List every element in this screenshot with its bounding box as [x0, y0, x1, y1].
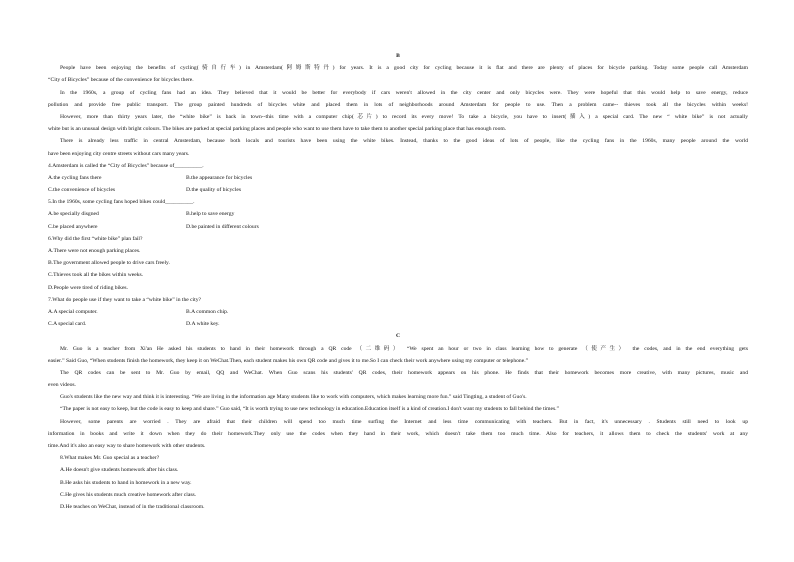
- passage-c-paragraph-5-line-3: time.And it's also an easy way to share homework with other students.: [48, 443, 206, 449]
- question-8: 8.What makes Mr. Guo special as a teacher?: [60, 455, 160, 462]
- question-7-option-a: A.A special computer.: [48, 308, 98, 315]
- passage-c-paragraph-4-line-1: “The paper is not easy to keep, but the code is easy to keep and share.” Guo said, “It is worth trying to use new technology in education.Education itself is a kind of creation.I don't want my students to fall behind the times.”: [60, 406, 560, 413]
- passage-b-paragraph-2-line-1: In the 1960s, a group of cycling fans had an idea. They believed that it would be better for everybody if cars weren't allowed in the city center and only bicycles were. They were hopeful that this would help to save energy, reduce: [60, 89, 748, 96]
- question-4: 4.Amsterdam is called the “City of Bicycles” because of__________.: [48, 162, 204, 169]
- passage-b-paragraph-4-line-1: There is already less traffic in central Amsterdam, because both locals and tourists have been using the white bikes. Instead, thanks to the good ideas of lots of people, like the cycling fans in the 1960s, many people around the world: [60, 138, 748, 145]
- passage-c-paragraph-5-line-2: information in books and write it down when they do their homework.They only use the codes when they hand in their work, which doesn't take them too much time. Also for teachers, it allows them to check the students' work at any: [48, 430, 748, 437]
- passage-c-paragraph-2-line-1: The QR codes can be sent to Mr. Guo by email, QQ and WeChat. When Guo scans his students' QR codes, their homework appears on his phone. He finds that their homework becomes more creative, with many pictures, music and: [60, 369, 748, 376]
- question-6: 6.Why did the first “white bike” plan fail?: [48, 235, 143, 242]
- question-4-option-a: A.the cycling fans there: [48, 174, 102, 181]
- passage-b-paragraph-2-line-2: pollution and provide free public transport. The group painted hundreds of bicycles white and placed them in lots of neighborhoods around Amsterdam for people to use. Then a problem came-- thieves took all the bicycles within weeks!: [48, 101, 748, 108]
- document-page: [48, 50, 748, 513]
- question-5-option-c: C.be placed anywhere: [48, 223, 98, 230]
- passage-c-paragraph-3-line-1: Guo's students like the new way and think it is interesting. “We are living in the information age Many students like to work with computers, which makes learning more fun.” said Tingting, a student of Guo's.: [60, 394, 527, 401]
- question-4-option-c: C.the convenience of bicycles: [48, 187, 116, 194]
- question-7: 7.What do people use if they want to take a “white bike” in the city?: [48, 296, 201, 303]
- question-7-options-row-1: [48, 306, 748, 318]
- question-8-option-b: B.He asks his students to hand in homework in a new way.: [60, 479, 192, 486]
- question-4-options-row-1: [48, 172, 748, 184]
- passage-c-paragraph-1-line-1: Mr. Guo is a teacher from Xi'an He asked his students to hand in their homework through a QR code （二维码） “We spent an hour or two in class learning how to generate （使产生） the codes, and in the end everything gets: [60, 345, 748, 352]
- section-b-heading: B: [396, 53, 400, 59]
- passage-b-paragraph-3-line-1: However, more than thirty years later, the “white bike” is back in town--this time with a computer chip(芯片) to record its every move! To take a bicycle, you have to insert(插入) a special card. The new “ white bike” is not actually: [60, 113, 748, 120]
- question-5-option-a: A.be specially disgned: [48, 211, 99, 218]
- question-5: 5.In the 1960s, some cycling fans hoped bikes could__________.: [48, 199, 195, 206]
- question-6-option-a: A.There were not enough parking places.: [48, 248, 141, 254]
- passage-c-paragraph-1-line-2: easier.” Said Guo, “When students finish the homework, they keep it on WeChat.Then, each student makes his own QR code and gives it to me.So I can check their work anywhere using my computer or telephone.”: [48, 357, 529, 364]
- section-c-heading: C: [395, 333, 401, 340]
- passage-b-paragraph-3-line-2: white but is an unusual design with bright colours. The bikes are parked at special parking places and people who want to use them have to take them to another special parking place that has enough room.: [48, 126, 507, 133]
- passage-c-paragraph-2-line-2: even videos.: [48, 382, 76, 389]
- question-4-option-b: B.the appearance for bicycles: [186, 174, 253, 181]
- question-4-option-d: D.the quality of bicycles: [186, 187, 241, 194]
- question-8-option-c: C.He gives his students much creative homework after class.: [60, 491, 197, 498]
- passage-b-paragraph-1-line-2: “City of Bicycles” because of the convenience for bicycles there.: [48, 77, 194, 84]
- passage-c-paragraph-5-line-1: However, some parents are worried . They are afraid that their children will spend too much time surfing the Internet and less time communicating with teachers. But in fact, it's unnecessary . Students still need to look up: [60, 418, 748, 425]
- question-5-options-row-2: [48, 221, 748, 233]
- question-8-option-a: A.He doesn't give students homework after his class.: [60, 467, 179, 474]
- question-5-option-b: B.help to save energy: [186, 211, 235, 218]
- passage-b-paragraph-1-line-1: People have been enjoying the benefits of cycling(骑自行车) in Amsterdam(阿姆斯特丹) for years. It is a good city for cycling because it is flat and there are plenty of places for bicycle parking. Today some people call Amsterdam: [60, 65, 748, 72]
- question-5-option-d: D.be painted in different colours: [186, 223, 259, 230]
- question-6-option-b: B.The government allowed people to drive cars freely.: [48, 260, 170, 267]
- question-7-options-row-2: [48, 318, 748, 330]
- question-8-option-d: D.He teaches on WeChat, instead of in the traditional classroom.: [60, 503, 205, 510]
- question-5-options-row-1: [48, 208, 748, 220]
- question-4-options-row-2: [48, 184, 748, 196]
- question-7-option-d: D.A white key.: [186, 321, 220, 328]
- question-7-option-c: C.A special card.: [48, 321, 87, 328]
- question-6-option-c: C.Thieves took all the bikes within weeks.: [48, 272, 144, 279]
- question-6-option-d: D.People were tired of riding bikes.: [48, 284, 129, 291]
- passage-b-paragraph-4-line-2: have been enjoying city centre streets without cars many years.: [48, 150, 190, 157]
- question-7-option-b: B.A common chip.: [186, 308, 229, 315]
